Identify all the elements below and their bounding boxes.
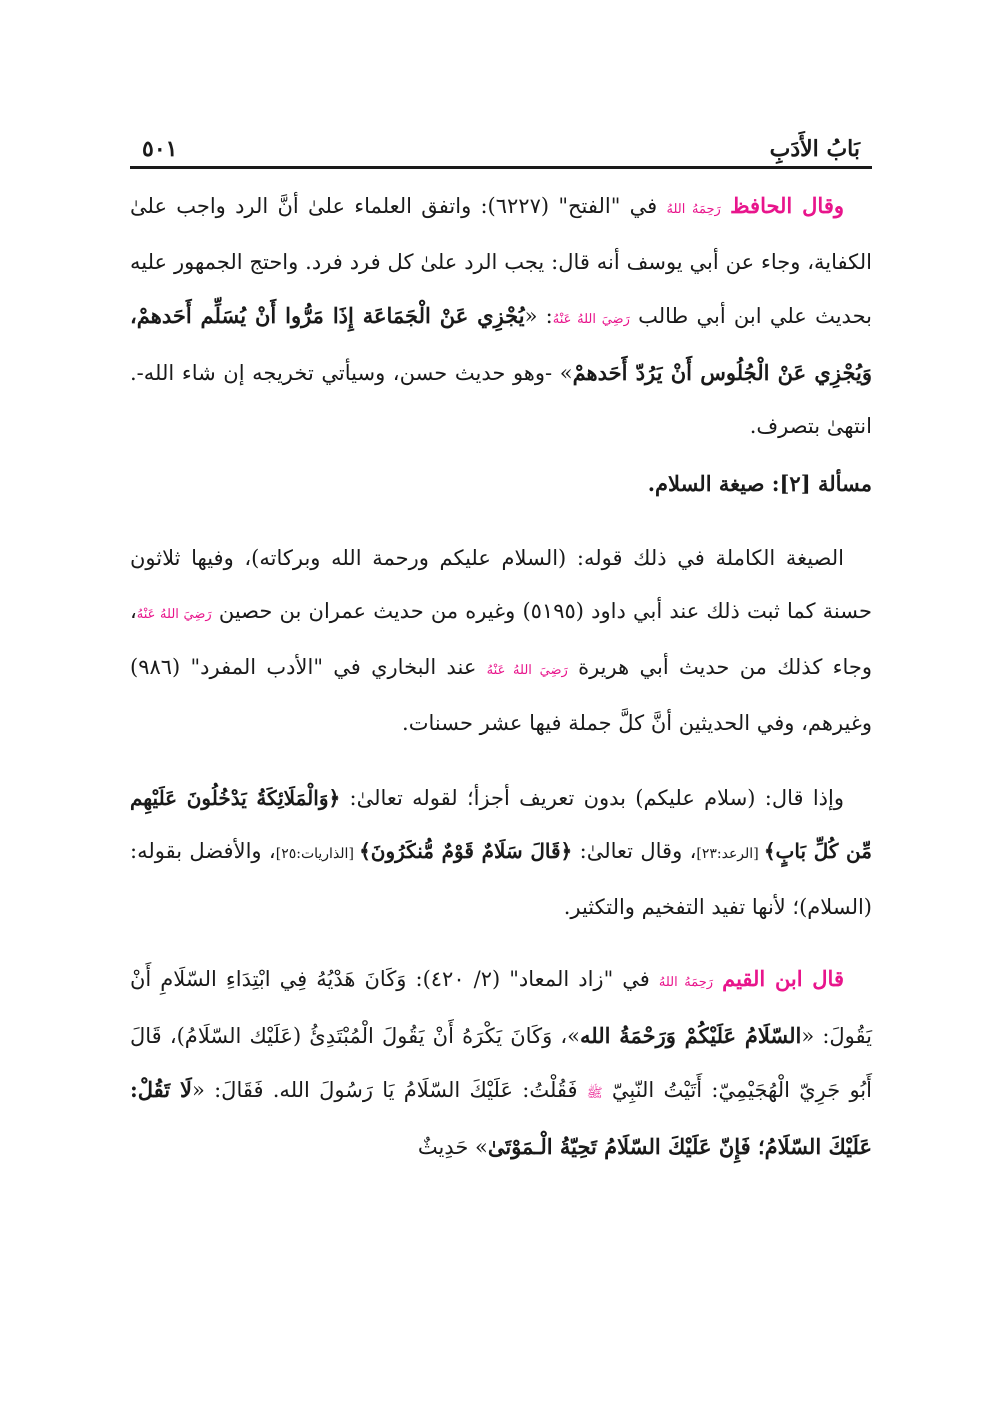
- body-text: في "زاد المعاد" (٢/ ٤٢٠): وَكَانَ هَدْيُهُ فِي ابْتِدَاءِ السّلَامِ أَنْ يَقُولَ: «: [130, 967, 872, 1048]
- body-text: » حَدِيثٌ: [417, 1135, 488, 1159]
- body-text: وإذا قال: (سلام عليكم) بدون تعريف أجزأ؛ لقوله تعالىٰ:: [340, 786, 844, 810]
- verse-reference: [الذاريات:٢٥]: [275, 846, 360, 862]
- body-text: » -وهو حديث حسن، وسيأتي تخريجه إن شاء الله-. انتهىٰ بتصرف.: [130, 361, 872, 438]
- paragraph-hafiz: [130, 179, 872, 453]
- honorific: رَضِيَ اللهُ عَنْهُ: [486, 663, 568, 678]
- page-header: [130, 118, 872, 169]
- honorific: ﷺ: [586, 1086, 603, 1101]
- body-text: ، وقال تعالىٰ:: [572, 839, 697, 863]
- body-text: : «: [524, 304, 553, 328]
- hadith-text: السّلَامُ عَلَيْكُمْ وَرَحْمَةُ الله: [580, 1023, 802, 1048]
- body-text: فَقُلْتُ: عَلَيْكَ السّلَامُ يَا رَسُولَ الله. فَقَالَ: «: [192, 1078, 587, 1102]
- issue-heading: مسألة [٢]: صيغة السلام.: [647, 471, 872, 496]
- honorific: رَضِيَ اللهُ عَنْهُ: [552, 312, 630, 327]
- body-text: عند البخاري في "الأدب المفرد" (٩٨٦) وغيرهم، وفي الحديثين أنَّ كلَّ جملة فيها عشر حسنات.: [130, 655, 872, 735]
- quran-verse: ﴿قَالَ سَلَامٌ قَوْمٌ مُّنكَرُونَ﴾: [359, 839, 573, 863]
- speaker-name: قال ابن القيم: [722, 966, 844, 991]
- body-text: ، والأفضل بقوله: (السلام)؛ لأنها تفيد التفخيم والتكثير.: [130, 839, 872, 919]
- paragraph-ibn-qayyim: [130, 952, 872, 1174]
- hadith-text: يُجْزِي عَنْ الْجَمَاعَة إِذَا مَرُّوا أَنْ يُسَلِّم أَحَدهمْ، وَيُجْزِي عَنْ الْجُلُوس أَنْ يَرُدّ أَحَدهمْ: [130, 303, 872, 385]
- body-text: في "الفتح" (٦٢٢٧): واتفق العلماء علىٰ أنَّ الرد واجب علىٰ الكفاية، وجاء عن أبي يوسف أنه قال: يجب الرد علىٰ كل فرد فرد. واحتج الجمهور عليه بحديث علي ابن أبي طالب: [130, 194, 872, 328]
- body-text: ، وجاء كذلك من حديث أبي هريرة: [130, 599, 873, 679]
- paragraph-without-article: [130, 772, 872, 934]
- chapter-title: بَابُ الأَدَبِ: [769, 136, 860, 162]
- verse-reference: [الرعد:٢٣]: [696, 846, 764, 862]
- page: [130, 118, 872, 1174]
- page-number: ٥٠١: [142, 136, 178, 162]
- hadith-text: لَا تَقُلْ: عَلَيْكَ السّلَامُ؛ فَإِنّ عَلَيْكَ السّلَامُ تَحِيّةُ الْـمَوْتَىٰ: [130, 1077, 872, 1159]
- honorific: رَضِيَ اللهُ عَنْهُ: [136, 607, 212, 622]
- honorific: رَحِمَهُ اللهُ: [666, 202, 721, 217]
- speaker-name: وقال الحافظ: [730, 193, 844, 218]
- paragraph-formula: [130, 532, 872, 750]
- body-text: »، وَكَانَ يَكْرَهُ أَنْ يَقُولَ الْمُبْتَدِئُ (عَلَيْك السّلَامُ)، قَالَ أَبُو جَرِيّ الْهُجَيْمِيّ: أَتَيْتُ النّبِيّ: [130, 1024, 872, 1102]
- body-text: الصيغة الكاملة في ذلك قوله: (السلام عليكم ورحمة الله وبركاته)، وفيها ثلاثون حسنة كما ثبت ذلك عند أبي داود (٥١٩٥) وغيره من حديث عمران بن حصين: [130, 546, 872, 623]
- quran-verse: ﴿وَالْمَلَائِكَةُ يَدْخُلُونَ عَلَيْهِم مِّن كُلِّ بَابٍ﴾: [130, 786, 872, 863]
- honorific: رَحِمَهُ اللهُ: [658, 975, 714, 990]
